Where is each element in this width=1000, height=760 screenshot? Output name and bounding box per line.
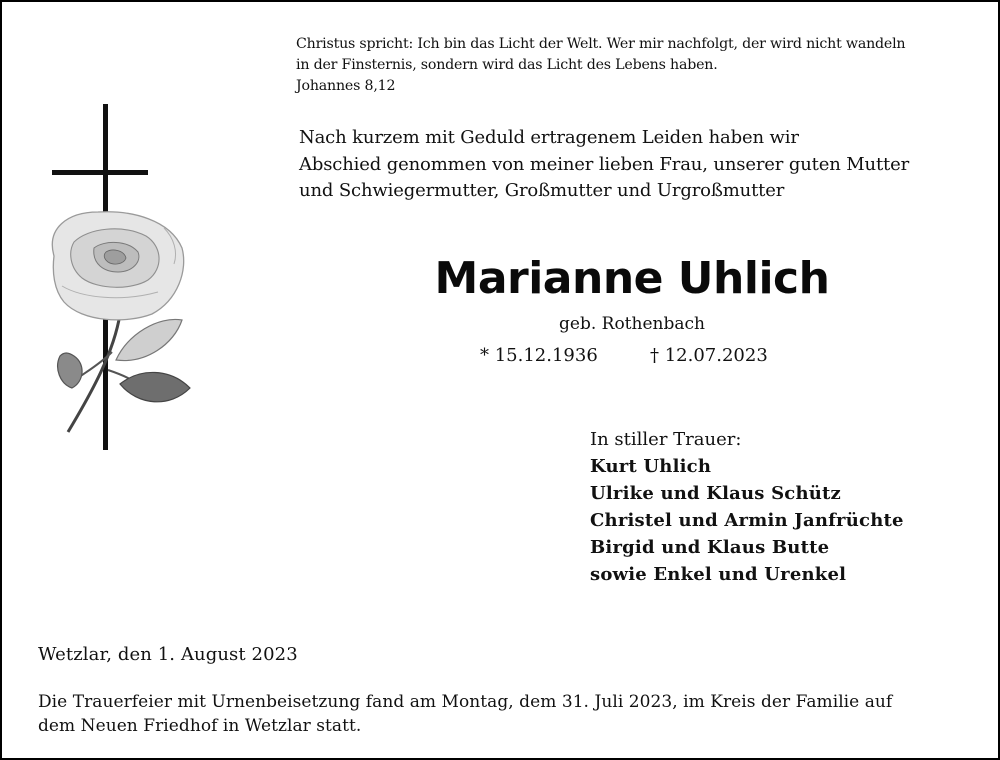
intro-line: Abschied genommen von meiner lieben Frau, unserer guten Mutter xyxy=(299,153,910,175)
mourner-name: Kurt Uhlich xyxy=(590,456,712,477)
notice-line: dem Neuen Friedhof in Wetzlar statt. xyxy=(38,716,362,736)
verse-reference: Johannes 8,12 xyxy=(296,78,396,94)
mourner-name: Christel und Armin Janfrüchte xyxy=(590,510,904,531)
intro-text xyxy=(299,125,979,205)
death-date: † 12.07.2023 xyxy=(650,345,768,366)
mourners-list xyxy=(590,426,970,588)
mourner-name: Birgid und Klaus Butte xyxy=(590,537,830,558)
intro-line: und Schwiegermutter, Großmutter und Urgroßmutter xyxy=(299,180,785,201)
mourners-heading: In stiller Trauer: xyxy=(590,429,742,450)
rose-icon xyxy=(52,212,190,432)
verse-line: in der Finsternis, sondern wird das Licht des Lebens haben. xyxy=(296,57,718,73)
cross-rose-artwork xyxy=(42,102,202,454)
notice-line: Die Trauerfeier mit Urnenbeisetzung fand am Montag, dem 31. Juli 2023, im Kreis der Familie auf xyxy=(38,692,893,712)
mourner-name: sowie Enkel und Urenkel xyxy=(590,564,847,585)
bible-verse xyxy=(296,34,976,97)
birth-date: * 15.12.1936 xyxy=(480,345,598,366)
maiden-name: geb. Rothenbach xyxy=(559,314,705,334)
funeral-notice xyxy=(38,690,978,738)
mourner-name: Ulrike und Klaus Schütz xyxy=(590,483,841,504)
place-date: Wetzlar, den 1. August 2023 xyxy=(38,644,298,665)
verse-line: Christus spricht: Ich bin das Licht der Welt. Wer mir nachfolgt, der wird nicht wandeln xyxy=(296,36,906,52)
deceased-name: Marianne Uhlich xyxy=(434,253,830,304)
intro-line: Nach kurzem mit Geduld ertragenem Leiden haben wir xyxy=(299,127,799,148)
